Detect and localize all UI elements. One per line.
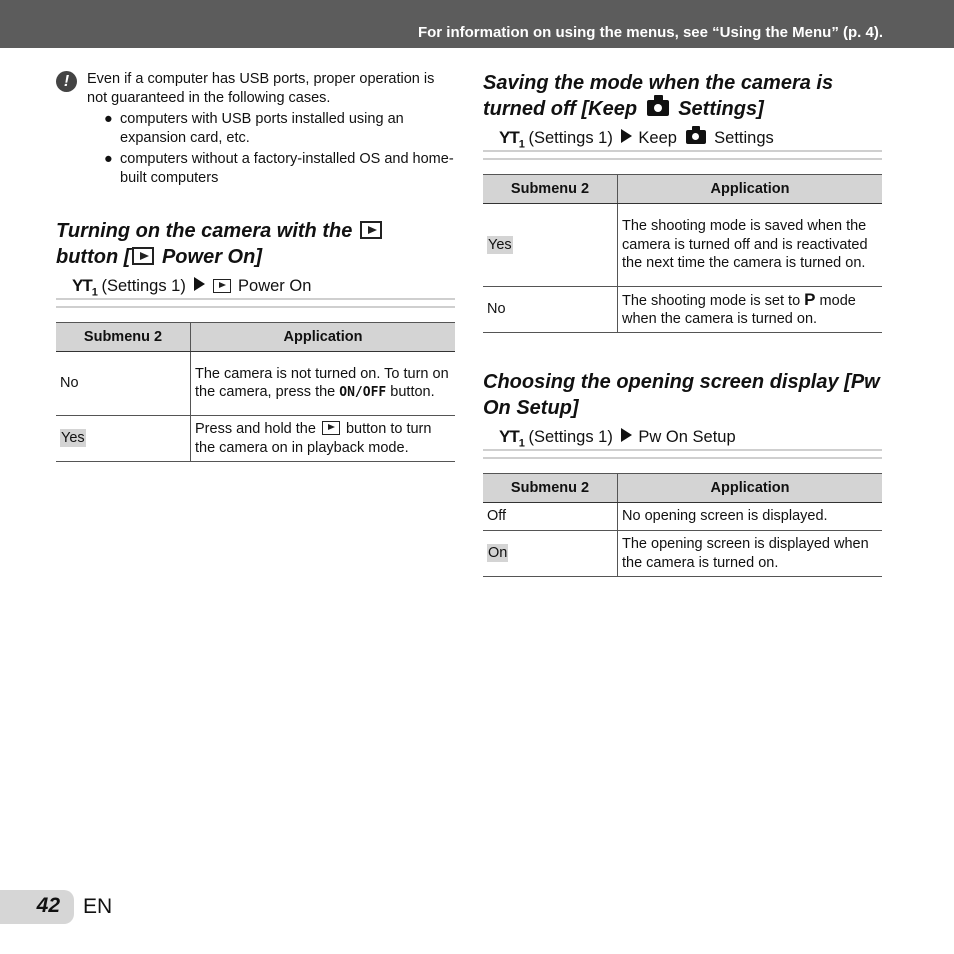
- submenu-cell: Off: [483, 503, 618, 531]
- on-off-button-label: ON/OFF: [339, 385, 387, 400]
- table-row: [483, 204, 882, 287]
- left-column: [56, 70, 455, 462]
- application-cell: The shooting mode is set to P mode when the camera is turned on.: [618, 287, 883, 333]
- bullet-icon: ●: [104, 151, 113, 167]
- table-row: [56, 416, 455, 462]
- power-on-title: Turning on the camera with the button [ Power On]: [56, 218, 455, 270]
- column-header: Application: [618, 474, 883, 503]
- menu-path: $YT_1$ (Settings 1) Power On: [72, 276, 312, 299]
- table-row: [483, 287, 882, 333]
- note-bullets: [56, 110, 455, 188]
- page-number: 42: [36, 894, 60, 917]
- playback-button-icon: [132, 247, 154, 265]
- playback-button-icon: [360, 221, 382, 239]
- application-cell: No opening screen is displayed.: [618, 503, 883, 531]
- program-mode-icon: P: [804, 289, 816, 309]
- pw-on-setup-table: [483, 473, 882, 577]
- arrow-right-icon: [621, 428, 632, 442]
- divider: [483, 150, 882, 160]
- header-bar: [0, 0, 954, 48]
- menu-path: $YT_1$ (Settings 1) Keep Settings: [499, 128, 774, 151]
- list-item: ● computers without a factory-installed OS and home-built computers: [104, 151, 454, 186]
- column-header: Application: [618, 175, 883, 204]
- header-text: For information on using the menus, see “Using the Menu” (p. 4).: [417, 24, 883, 41]
- camera-icon: [647, 100, 669, 116]
- table-row: [56, 352, 455, 416]
- application-cell: The shooting mode is saved when the camera is turned off and is reactivated the next time the camera is turned on.: [618, 204, 883, 287]
- playback-button-icon: [322, 421, 340, 435]
- right-column: [483, 70, 882, 577]
- table-header-row: [56, 323, 455, 352]
- default-highlight: Yes: [61, 430, 85, 447]
- pw-on-setup-title: Choosing the opening screen display [Pw On Setup]: [483, 371, 880, 419]
- submenu-cell: No: [56, 352, 191, 416]
- default-highlight: On: [488, 545, 508, 562]
- list-item: ● computers with USB ports installed using an expansion card, etc.: [104, 111, 404, 146]
- application-cell: The opening screen is displayed when the camera is turned on.: [618, 531, 883, 577]
- menu-path: $YT_1$ (Settings 1) Pw On Setup: [499, 427, 736, 450]
- column-header: Submenu 2: [483, 175, 618, 204]
- camera-icon: [686, 130, 706, 144]
- divider: [483, 449, 882, 459]
- arrow-right-icon: [194, 277, 205, 291]
- submenu-cell: [483, 531, 618, 577]
- submenu-cell: [56, 416, 191, 462]
- table-row: [483, 531, 882, 577]
- language-label: EN: [83, 895, 113, 918]
- settings-icon: $YT_1$: [499, 128, 524, 151]
- column-header: Application: [191, 323, 456, 352]
- default-highlight: Yes: [488, 236, 512, 253]
- submenu-cell: No: [483, 287, 618, 333]
- application-cell: Press and hold the button to turn the camera on in playback mode.: [191, 416, 456, 462]
- settings-icon: $YT_1$: [499, 427, 524, 450]
- power-on-table: [56, 322, 455, 462]
- table-row: [483, 503, 882, 531]
- divider: [56, 298, 455, 308]
- playback-button-icon: [213, 279, 231, 293]
- keep-settings-table: [483, 174, 882, 333]
- settings-icon: $YT_1$: [72, 276, 97, 299]
- note-text: Even if a computer has USB ports, proper operation is not guaranteed in the following cases.: [87, 71, 435, 106]
- page-number-tab: [0, 890, 74, 924]
- keep-settings-title: Saving the mode when the camera is turned off [Keep Settings]: [483, 72, 834, 120]
- column-header: Submenu 2: [483, 474, 618, 503]
- bullet-icon: ●: [104, 111, 113, 127]
- caution-icon: !: [56, 71, 77, 92]
- column-header: Submenu 2: [56, 323, 191, 352]
- submenu-cell: [483, 204, 618, 287]
- table-header-row: [483, 474, 882, 503]
- table-header-row: [483, 175, 882, 204]
- caution-note: [56, 70, 455, 108]
- arrow-right-icon: [621, 129, 632, 143]
- application-cell: The camera is not turned on. To turn on the camera, press the ON/OFF button.: [191, 352, 456, 416]
